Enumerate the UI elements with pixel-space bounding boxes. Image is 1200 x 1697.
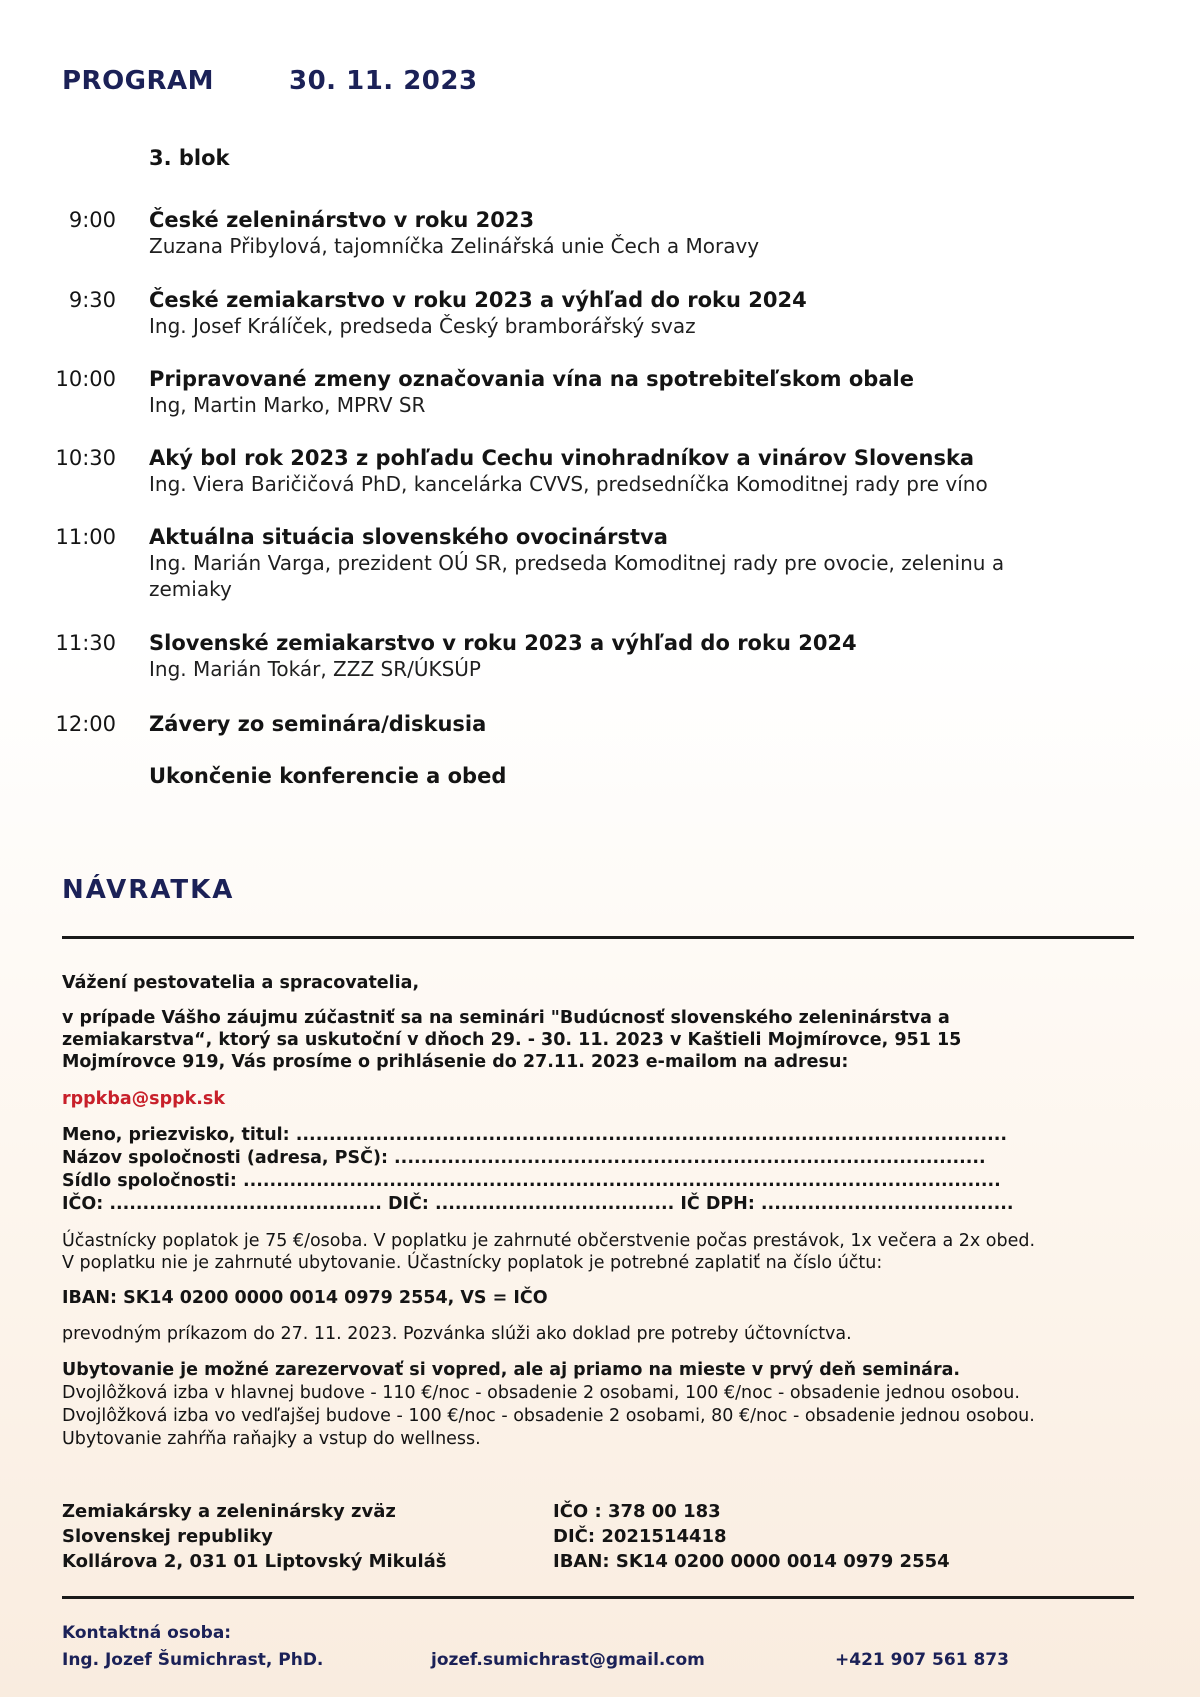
program-title: Závery zo seminára/diskusia [149, 712, 487, 736]
payment-text: prevodným príkazom do 27. 11. 2023. Pozvánka slúži ako doklad pre potreby účtovníctva. [62, 1324, 852, 1344]
contact-email-link[interactable]: rppkba@sppk.sk [62, 1089, 225, 1109]
field-name[interactable]: Meno, priezvisko, titul: ........................................................................................................... [62, 1125, 1008, 1145]
contact-name: Ing. Jozef Šumichrast, PhD. [62, 1650, 324, 1670]
intro-text: v prípade Vášho záujmu zúčastniť sa na seminári "Budúcnosť slovenského zeleninárstva a zemiakarstva“, ktorý sa uskutoční v dňoch 29. - 30. 11. 2023 v Kaštieli Mojmírovce, 951 15 Mojmírovce 919, Vás prosíme o prihlásenie do 27.11. 2023 e-mailom na adresu: [62, 1008, 962, 1072]
program-time: 9:00 [68, 208, 116, 232]
program-title: Aktuálna situácia slovenského ovocinárstva [149, 525, 668, 549]
program-heading: PROGRAM [62, 66, 215, 96]
program-title: Aký bol rok 2023 z pohľadu Cechu vinohradníkov a vinárov Slovenska [149, 446, 975, 470]
program-time: 11:30 [55, 631, 116, 655]
program-speaker: Ing. Marián Varga, prezident OÚ SR, predseda Komoditnej rady pre ovocie, zeleninu a zemiaky [149, 551, 1005, 601]
divider [62, 1596, 1134, 1599]
greeting: Vážení pestovatelia a spracovatelia, [62, 973, 420, 993]
divider [62, 936, 1134, 939]
program-title: Slovenské zemiakarstvo v roku 2023 a výhľad do roku 2024 [149, 631, 857, 655]
program-speaker: Ing. Josef Králíček, predseda Český bramborářský svaz [149, 314, 696, 338]
program-speaker: Ing. Marián Tokár, ZZZ SR/ÚKSÚP [149, 657, 481, 681]
program-title: České zemiakarstvo v roku 2023 a výhľad do roku 2024 [149, 288, 807, 312]
accommodation-line: Dvojlôžková izba vo vedľajšej budove - 100 €/noc - obsadenie 2 osobami, 80 €/noc - obsadenie jednou osobou. [62, 1406, 1035, 1426]
contact-email[interactable]: jozef.sumichrast@gmail.com [431, 1650, 705, 1670]
accommodation-line: Dvojlôžková izba v hlavnej budove - 110 €/noc - obsadenie 2 osobami, 100 €/noc - obsadenie jednou osobou. [62, 1383, 1020, 1403]
accommodation-title: Ubytovanie je možné zarezervovať si vopred, ale aj priamo na mieste v prvý deň seminára. [62, 1360, 961, 1380]
closing-line: Ukončenie konferencie a obed [149, 764, 507, 788]
program-time: 9:30 [68, 288, 116, 312]
organization-ico: IČO : 378 00 183 [553, 1501, 721, 1522]
block-label: 3. blok [149, 146, 230, 170]
program-title: České zeleninárstvo v roku 2023 [149, 208, 535, 232]
program-speaker: Ing. Viera Baričičová PhD, kancelárka CVVS, predsedníčka Komoditnej rady pre víno [149, 472, 988, 496]
organization-name: Slovenskej republiky [62, 1526, 273, 1547]
iban-line: IBAN: SK14 0200 0000 0014 0979 2554, VS = IČO [62, 1288, 548, 1308]
program-title: Pripravované zmeny označovania vína na spotrebiteľskom obale [149, 367, 914, 391]
organization-iban: IBAN: SK14 0200 0000 0014 0979 2554 [553, 1551, 950, 1572]
accommodation-line: Ubytovanie zahŕňa raňajky a vstup do wellness. [62, 1429, 481, 1449]
field-ico-dic[interactable]: IČO: ......................................... DIČ: .................................... IČ DPH: ...................................... [62, 1194, 1014, 1214]
organization-address: Kollárova 2, 031 01 Liptovský Mikuláš [62, 1551, 447, 1572]
organization-name: Zemiakársky a zeleninársky zväz [62, 1501, 396, 1522]
program-time: 12:00 [55, 712, 116, 736]
program-speaker: Ing, Martin Marko, MPRV SR [149, 393, 426, 417]
navratka-heading: NÁVRATKA [62, 875, 235, 905]
fee-text: Účastnícky poplatok je 75 €/osoba. V poplatku je zahrnuté občerstvenie počas prestávok, 1x večera a 2x obed. V poplatku nie je zahrnuté ubytovanie. Účastnícky poplatok je potrebné zaplatiť na číslo účtu: [62, 1231, 1036, 1273]
program-speaker: Zuzana Přibylová, tajomníčka Zelinářská unie Čech a Moravy [149, 234, 760, 258]
program-time: 11:00 [55, 525, 116, 549]
program-time: 10:00 [55, 367, 116, 391]
program-time: 10:30 [55, 446, 116, 470]
field-company[interactable]: Názov spoločnosti (adresa, PSČ): ......................................................................................... [62, 1148, 986, 1168]
organization-info [62, 1499, 446, 1574]
field-seat[interactable]: Sídlo spoločnosti: .................................................................................................................. [62, 1171, 1001, 1191]
organization-dic: DIČ: 2021514418 [553, 1526, 727, 1547]
program-date: 30. 11. 2023 [289, 66, 478, 96]
organization-ids [553, 1499, 950, 1574]
contact-phone[interactable]: +421 907 561 873 [835, 1650, 1009, 1670]
contact-label: Kontaktná osoba: [62, 1623, 232, 1643]
